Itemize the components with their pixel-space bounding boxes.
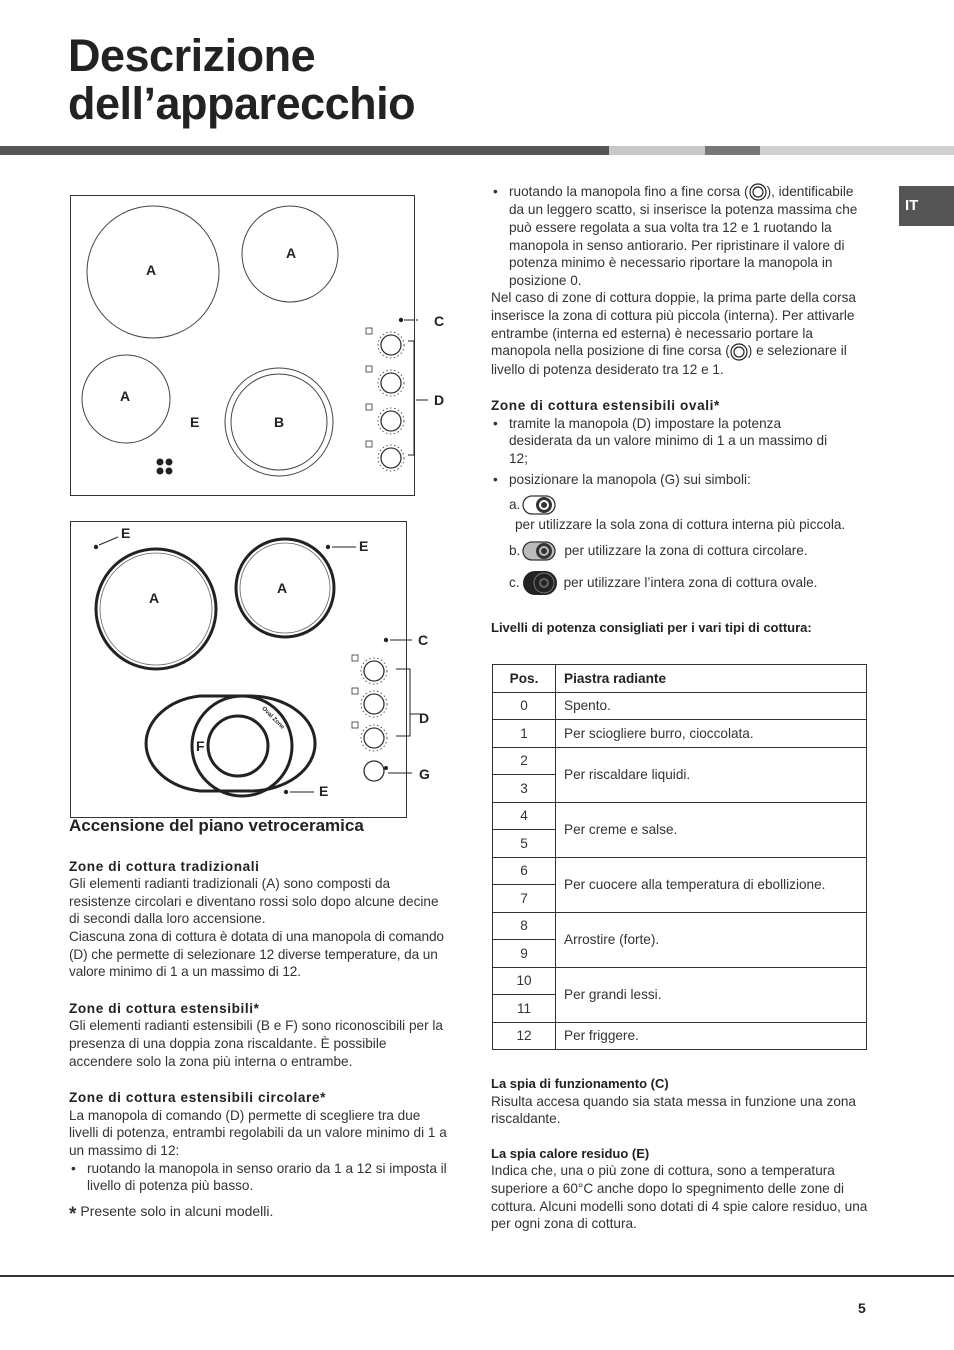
indicator-light-c [384,638,388,642]
hob-diagram-2 [70,521,429,821]
header-bar-dark [0,146,609,155]
paragraph-double-zones-text-2: ) e selezionare il livello di potenza desiderato tra 12 e 1. [491,343,847,377]
paragraph-extensible-zones: Gli elementi radianti estensibili (B e F) sono riconoscibili per la presenza di una doppia zona riscaldante. È possibile accendere solo la zona più interna o entrambe. [69,1018,443,1069]
label-c: C [418,632,429,648]
indicator-light-c [399,318,403,322]
label-a: A [286,245,297,261]
label-e: E [359,538,369,554]
table-row [493,1022,867,1050]
residual-heat-light-e2 [326,545,330,549]
page-title-line2: dell’apparecchio [68,78,416,129]
subheading-residual-heat-light: La spia calore residuo (E) [491,1145,650,1161]
hob-diagram-1 [70,195,416,497]
bullet-max-power [491,183,871,289]
bullet-oval-power: • tramite la manopola (D) impostare la potenza desiderata da un valore minimo di 1 a un massimo di 12; [491,415,871,468]
table-row [493,912,867,940]
cell-description: Per grandi lessi. [556,967,867,1022]
subheading-circular-zones: Zone di cottura estensibili circolare* [69,1090,326,1106]
cell-description: Per creme e salse. [556,802,867,857]
diagram-2-callouts [410,700,450,790]
cell-pos: 7 [493,885,556,913]
cell-description: Per sciogliere burro, cioccolata. [556,720,867,748]
label-f: F [196,738,205,754]
footnote-text: Presente solo in alcuni modelli. [80,1202,274,1219]
footnote-star: * [69,1203,77,1225]
paragraph-function-light: Risulta accesa quando sia stata messa in funzione una zona riscaldante. [491,1093,856,1127]
header-bar-end [760,146,954,155]
label-c: C [434,313,445,329]
header-pos: Pos. [493,665,556,693]
option-c-letter: c. [509,574,520,590]
footnote [69,1203,447,1224]
option-c-text: per utilizzare l’intera zona di cottura ovale. [563,574,818,590]
cell-description: Per cuocere alla temperatura di ebollizione. [556,857,867,912]
label-e: E [121,525,131,541]
page-title-line1: Descrizione [68,30,316,81]
subheading-extensible-zones: Zone di cottura estensibili* [69,1000,260,1016]
cell-description: Arrostire (forte). [556,912,867,967]
oval-zone-symbol-icon [522,570,558,596]
cell-pos: 9 [493,940,556,968]
cell-pos: 2 [493,747,556,775]
cell-pos: 8 [493,912,556,940]
cell-pos: 3 [493,775,556,803]
label-a: A [149,590,160,606]
paragraph-traditional-knobs: Ciascuna zona di cottura è dotata di una manopola di comando (D) che permette di selezionare 12 diverse temperature, da un valore minimo di 1 a un massimo di 12. [69,928,444,980]
paragraph-traditional-zones: Gli elementi radianti tradizionali (A) sono composti da resistenze circolari e diventano rossi solo dopo alcune decine di secondi dalla loro accensione. [69,876,439,927]
option-b-text: per utilizzare la zona di cottura circolare. [564,542,808,558]
label-e: E [319,783,329,799]
option-a-text: per utilizzare la sola zona di cottura interna più piccola. [515,517,846,533]
inner-zone-symbol-icon [522,494,558,516]
cell-pos: 1 [493,720,556,748]
option-b-letter: b. [509,542,521,558]
label-d: D [419,710,430,726]
paragraph-double-zones-text-1: Nel caso di zone di cottura doppie, la prima parte della corsa inserisce la zona di cottura più piccola (interna). Per attivarle entrambe (interna ed esterna) è necessario portare la manopola nella posizione di fine corsa ( [491,290,856,359]
table-row [493,802,867,830]
bullet-max-power-text-2: ), identificabile da un leggero scatto, si inserisce la potenza massima che può essere regolata a sua volta tra 12 e 1 ruotando la manopola in senso antiorario. Per ripristinare il valore di potenza minimo è necessario riportare la manopola in posizione 0. [509,184,858,288]
option-c [491,570,871,596]
oval-zone-marking: Oval Zone [260,705,286,731]
power-levels-table [492,664,867,1050]
label-a: A [146,262,157,278]
option-a [491,494,871,534]
table-row [493,747,867,775]
label-d: D [434,392,445,408]
table-row [493,692,867,720]
page-number: 5 [858,1300,866,1316]
header-bar-light [609,146,705,155]
section-heading: Accensione del piano vetroceramica [69,816,364,835]
cell-description: Per riscaldare liquidi. [556,747,867,802]
paragraph-circular-zones: La manopola di comando (D) permette di scegliere tra due livelli di potenza, entrambi regolabili da un valore minimo di 1 a un massimo di 12: [69,1107,447,1158]
bullet-oval-selector: • posizionare la manopola (G) sui simboli: [491,471,871,489]
label-g: G [419,766,430,782]
subheading-function-light: La spia di funzionamento (C) [491,1076,669,1091]
option-b [491,540,871,562]
right-column [491,183,871,636]
end-stop-icon [730,343,748,361]
cell-pos: 0 [493,692,556,720]
cell-pos: 11 [493,995,556,1023]
label-b: B [274,414,285,430]
cell-pos: 5 [493,830,556,858]
paragraph-residual-heat-light: Indica che, una o più zone di cottura, sono a temperatura superiore a 60°C anche dopo lo spegnimento delle zone di cottura. Alcuni modelli sono dotati di 4 spie calore residuo, una per ogni zona di cottura. [491,1163,868,1232]
label-a: A [120,388,131,404]
paragraph-double-zones [491,289,871,378]
subheading-traditional-zones: Zone di cottura tradizionali [69,858,260,874]
table-header-row [493,665,867,693]
left-column [69,817,447,1223]
cell-description: Per friggere. [556,1022,867,1050]
cell-pos: 6 [493,857,556,885]
table-row [493,857,867,885]
residual-heat-light-e3 [284,790,288,794]
bullet-max-power-text-1: ruotando la manopola fino a fine corsa ( [509,184,749,199]
header-description: Piastra radiante [556,665,867,693]
label-e: E [190,414,200,430]
diagram-1-callouts [416,300,456,420]
option-a-letter: a. [509,497,521,513]
table-row [493,967,867,995]
cell-pos: 10 [493,967,556,995]
table-caption: Livelli di potenza consigliati per i vari tipi di cottura: [491,619,812,635]
end-stop-icon [749,183,767,201]
circular-zone-symbol-icon [522,540,558,562]
footer-rule [0,1275,954,1277]
bullet-circular-zones: • ruotando la manopola in senso orario da 1 a 12 si imposta il livello di potenza più basso. [69,1160,447,1195]
cell-pos: 4 [493,802,556,830]
label-a: A [277,580,288,596]
page-title [68,32,415,128]
table-row [493,720,867,748]
language-tab: IT [899,186,954,226]
cell-pos: 12 [493,1022,556,1050]
header-bar-mid [705,146,760,155]
subheading-oval-zones: Zone di cottura estensibili ovali* [491,398,720,414]
residual-heat-light-e1 [94,545,98,549]
right-column-notes [491,1075,875,1233]
cell-description: Spento. [556,692,867,720]
